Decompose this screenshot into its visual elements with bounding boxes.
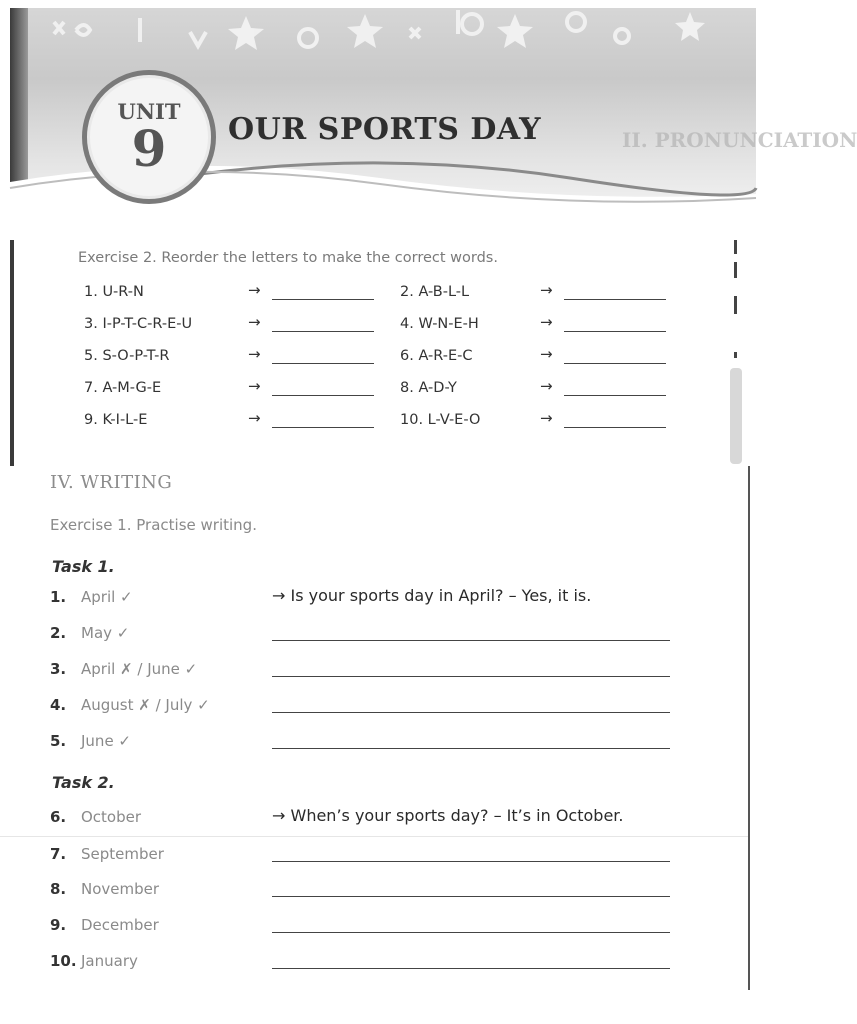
- scrambled-word: 6. A-R-E-C: [400, 348, 473, 364]
- arrow-icon: →: [248, 409, 261, 427]
- answer-blank[interactable]: [272, 395, 374, 396]
- answer-blank[interactable]: [272, 299, 374, 300]
- item-number: 4.: [50, 696, 67, 714]
- writing-item: [50, 843, 690, 869]
- reorder-row: [10, 409, 736, 444]
- reorder-row: [10, 313, 736, 348]
- scrambled-word: 3. I-P-T-C-R-E-U: [84, 316, 193, 332]
- exercise-2-panel: [10, 240, 736, 466]
- arrow-icon: →: [248, 377, 261, 395]
- item-number: 8.: [50, 880, 67, 898]
- answer-line[interactable]: [272, 932, 670, 933]
- item-prompt: October: [81, 808, 142, 826]
- reorder-words-list: [10, 281, 736, 444]
- unit-badge: [82, 70, 216, 204]
- item-number: 5.: [50, 732, 67, 750]
- answer-line[interactable]: [272, 640, 670, 641]
- writing-item: [50, 658, 690, 684]
- item-number: 2.: [50, 624, 67, 642]
- answer-blank[interactable]: [272, 363, 374, 364]
- writing-item: [50, 806, 690, 832]
- writing-item: [50, 730, 690, 756]
- writing-item: [50, 950, 690, 976]
- scrambled-word: 1. U-R-N: [84, 284, 144, 300]
- answer-line[interactable]: [272, 676, 670, 677]
- unit-title: OUR SPORTS DAY: [228, 112, 542, 147]
- item-prompt: August ✗ / July ✓: [81, 696, 210, 714]
- exercise-2-heading: Exercise 2. Reorder the letters to make the correct words.: [78, 250, 498, 266]
- answer-blank[interactable]: [564, 363, 666, 364]
- arrow-icon: →: [540, 377, 553, 395]
- answer-line[interactable]: [272, 896, 670, 897]
- item-prompt: April ✗ / June ✓: [81, 660, 198, 678]
- arrow-icon: →: [540, 281, 553, 299]
- arrow-icon: →: [248, 345, 261, 363]
- scrambled-word: 4. W-N-E-H: [400, 316, 479, 332]
- writing-item: [50, 622, 690, 648]
- answer-blank[interactable]: [564, 299, 666, 300]
- answer-blank[interactable]: [272, 427, 374, 428]
- scrambled-word: 10. L-V-E-O: [400, 412, 481, 428]
- scrambled-word: 8. A-D-Y: [400, 380, 457, 396]
- letters-and-stars-decoration: [10, 8, 756, 68]
- example-answer: → When’s your sports day? – It’s in October.: [272, 806, 624, 825]
- reorder-row: [10, 345, 736, 380]
- answer-blank[interactable]: [272, 331, 374, 332]
- writing-item: [50, 914, 690, 940]
- task-1-heading: Task 1.: [52, 557, 115, 576]
- answer-line[interactable]: [272, 861, 670, 862]
- task-2-heading: Task 2.: [52, 773, 115, 792]
- item-number: 9.: [50, 916, 67, 934]
- reorder-row: [10, 377, 736, 412]
- scrambled-word: 9. K-I-L-E: [84, 412, 148, 428]
- answer-line[interactable]: [272, 748, 670, 749]
- writing-item: [50, 694, 690, 720]
- unit-label: UNIT: [117, 99, 181, 124]
- arrow-icon: →: [540, 409, 553, 427]
- arrow-icon: →: [248, 281, 261, 299]
- answer-blank[interactable]: [564, 427, 666, 428]
- item-number: 7.: [50, 845, 67, 863]
- answer-blank[interactable]: [564, 395, 666, 396]
- answer-blank[interactable]: [564, 331, 666, 332]
- writing-section-heading: IV. WRITING: [50, 472, 173, 493]
- item-prompt: December: [81, 916, 159, 934]
- item-prompt: January: [81, 952, 138, 970]
- item-prompt: September: [81, 845, 164, 863]
- arrow-icon: →: [540, 313, 553, 331]
- arrow-icon: →: [248, 313, 261, 331]
- unit-number: 9: [131, 119, 167, 178]
- arrow-icon: →: [540, 345, 553, 363]
- ghost-pronunciation-heading: II. PRONUNCIATION: [622, 128, 857, 152]
- scrambled-word: 5. S-O-P-T-R: [84, 348, 170, 364]
- item-prompt: April ✓: [81, 588, 133, 606]
- item-prompt: June ✓: [81, 732, 132, 750]
- item-prompt: May ✓: [81, 624, 130, 642]
- item-number: 1.: [50, 588, 67, 606]
- page-right-border: [748, 466, 750, 990]
- item-prompt: November: [81, 880, 160, 898]
- scan-fold-line: [0, 836, 748, 837]
- item-number: 10.: [50, 952, 77, 970]
- item-number: 6.: [50, 808, 67, 826]
- unit-banner: [10, 8, 857, 212]
- item-number: 3.: [50, 660, 67, 678]
- reorder-row: [10, 281, 736, 316]
- scrambled-word: 7. A-M-G-E: [84, 380, 162, 396]
- exercise-1-heading: Exercise 1. Practise writing.: [50, 516, 257, 534]
- scrambled-word: 2. A-B-L-L: [400, 284, 470, 300]
- writing-item: [50, 878, 690, 904]
- writing-item: [50, 586, 690, 612]
- answer-line[interactable]: [272, 712, 670, 713]
- answer-line[interactable]: [272, 968, 670, 969]
- example-answer: → Is your sports day in April? – Yes, it is.: [272, 586, 592, 605]
